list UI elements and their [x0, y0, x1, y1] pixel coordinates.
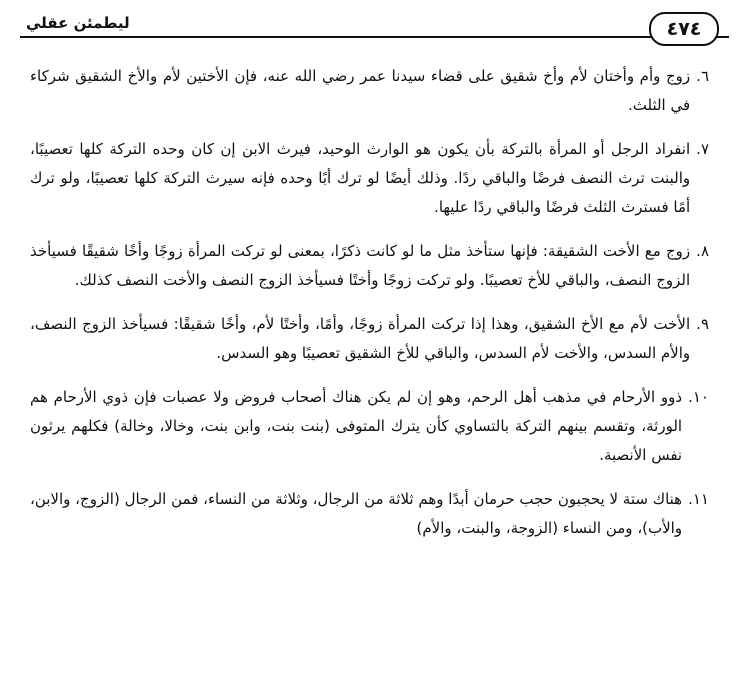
list-item [30, 237, 709, 295]
running-title: ليطمئن عقلي [22, 14, 134, 32]
item-text: الأخت لأم مع الأخ الشقيق، وهذا إذا تركت المرأة زوجًا، وأمًا، وأختًا لأم، وأخًا شقيقًا: فسيأخذ الزوج النصف، والأم السدس، والأخت لأم السدس، والباقي للأخ الشقيق تعصيبًا وهو السدس. [30, 315, 691, 362]
item-number: ٦. [696, 67, 709, 85]
item-text: انفراد الرجل أو المرأة بالتركة بأن يكون هو الوارث الوحيد، فيرث الابن إن كان وحده التركة كلها تعصيبًا، والبنت ترث النصف فرضًا والباقي ردًا. وذلك أيضًا لو ترك أبًا وحده فإنه سيرث التركة كلها تعصيبًا، ولو ترك أمًا فسترث الثلث فرضًا والباقي ردًا عليها. [30, 140, 691, 216]
page-number: ٤٧٤ [649, 12, 719, 46]
numbered-list [30, 62, 709, 558]
item-number: ٨. [696, 242, 709, 260]
item-text: زوج مع الأخت الشقيقة: فإنها ستأخذ مثل ما لو كانت ذكرًا، بمعنى لو تركت المرأة زوجًا وأخًا شقيقًا فسيأخذ الزوج النصف، والباقي للأخ تعصيبًا. ولو تركت زوجًا وأختًا فسيأخذ الزوج النصف والأخت النصف كذلك. [30, 242, 691, 289]
header-rule [20, 36, 729, 38]
list-item [30, 62, 709, 120]
item-text: هناك ستة لا يحجبون حجب حرمان أبدًا وهم ثلاثة من الرجال، وثلاثة من النساء، فمن الرجال (الزوج، والابن، والأب)، ومن النساء (الزوجة، والبنت، والأم) [30, 490, 683, 537]
item-number: ١٠. [688, 388, 709, 406]
page-header [20, 8, 729, 44]
item-text: زوج وأم وأختان لأم وأخ شقيق على قضاء سيدنا عمر رضي الله عنه، فإن الأختين لأم والأخ الشقيق شركاء في الثلث. [30, 67, 691, 114]
item-number: ٩. [696, 315, 709, 333]
list-item [30, 310, 709, 368]
item-number: ٧. [696, 140, 709, 158]
item-text: ذوو الأرحام في مذهب أهل الرحم، وهو إن لم يكن هناك أصحاب فروض ولا عصبات فإن ذوي الأرحام هم الورثة، وتقسم بينهم التركة بالتساوي كأن يترك المتوفى (بنت بنت، وابن بنت، وخالا، وخالة) فكلهم يرثون نفس الأنصبة. [30, 388, 683, 464]
list-item [30, 135, 709, 222]
list-item [30, 383, 709, 470]
list-item [30, 485, 709, 543]
item-number: ١١. [688, 490, 709, 508]
